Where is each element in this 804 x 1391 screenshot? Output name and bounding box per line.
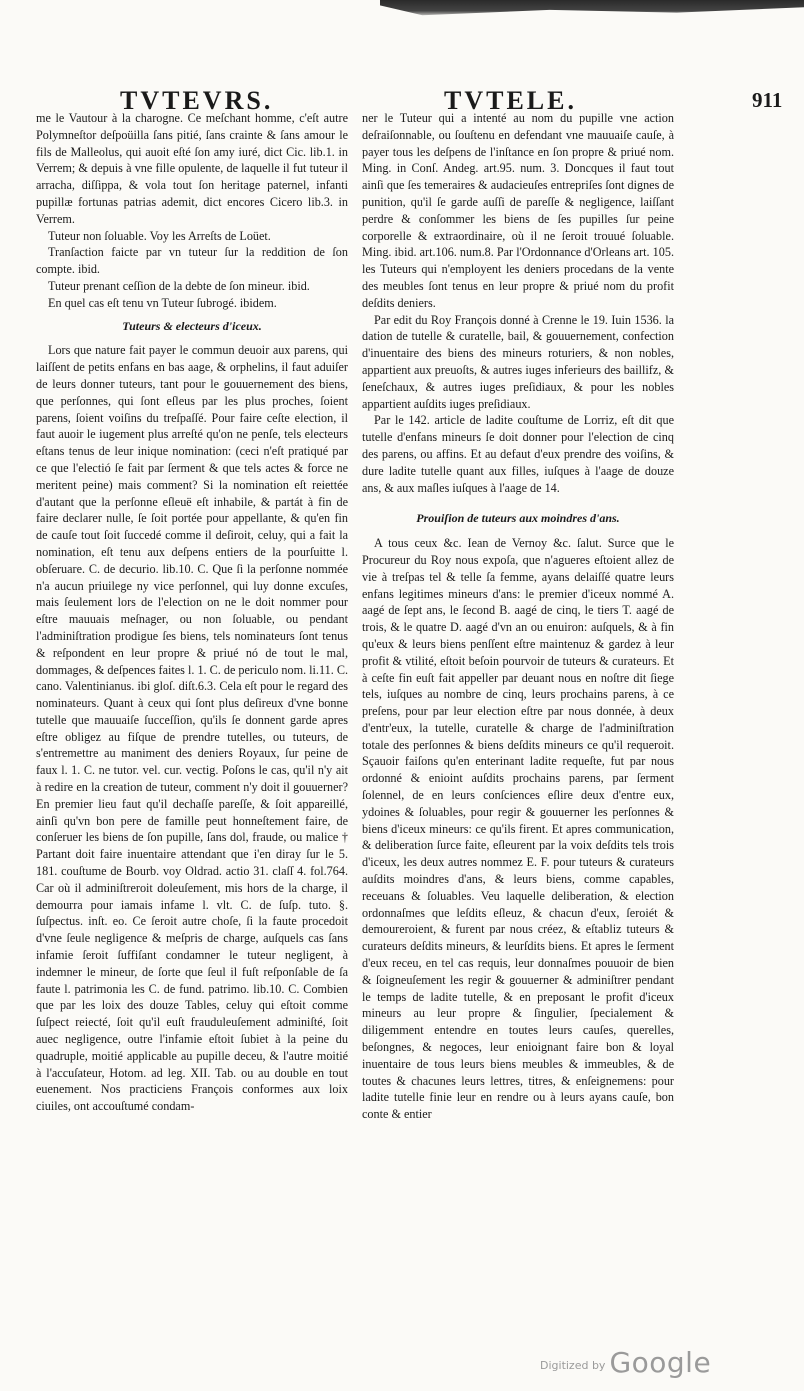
- digitized-by-google-watermark: [540, 1346, 711, 1379]
- paragraph: Lors que nature fait payer le commun deuoir aux parens, qui laiſſent de petits enfans en bas aage, & orphelins, il faut aduiſer de leurs donner tuteurs, tant pour le gouuernement des biens, que perſonnes, qui ſont eſleus par les plus proches, ſoient parens, ſoient voiſins du treſpaſſé. Pour faire ceſte election, il faut auoir le iugement plus arreſté qu'on ne penſe, tels electeurs eſtans tenus de leur inique nomination: (ceci n'eſt pratiqué par ce que l'electió ſe fait par ſerment & que tels actes & force ne meritent peine) mais comment? Si la nomination eſt reiettée d'autant que la perſonne eſleuë eſt inhabile, & partát à fin de faire declarer nulle, ſe ſoit portée pour appellante, & qu'en fin de cauſe tout ſoit ſuccedé comme il deſiroit, celuy, qui a fait la nomination, eſt tenu aux deſpens entiers de la pourſuitte l. obſeruare. C. de decurio. lib.10. C. Que ſi la perſonne nommée n'a aucun priuilege ny vice perſonnel, qui luy donne excuſes, mais ſeulement lors de l'election on ne le doit nommer pour eſtre mauuais meſnager, ou non ſoluable, ou pendant l'adminiſtration prodigue ſes biens, tels nominateurs ſont tenus & reſpondent en leur propre & priué nó de tout le mal, dommages, & deſpences faites l. 1. C. de periculo nom. li.11. C. cano. Valentinianus. ibi gloſ. diſt.6.3. Cela eſt pour le regard des nominateurs. Quant à ceux qui ſont plus deſireux d'vne bonne tutelle que mauuaiſe ſucceſſion, qu'ils ſe donnent garde apres eſtre obligez au fiſque de prendre tutelles, ou tuteurs, de s'entremettre au maniment des deniers Royaux, ſur peine de faux l. 1. C. ne tutor. vel. cur. vectig. Poſons le cas, qu'il n'y ait à redire en la creation de tuteur, comment n'y doit il gouuerner? En premier lieu faut qu'il dechaſſe pareſſe, & ſoit appareillé, ainſi qu'vn bon pere de famille peut honneſtement faire, de conſeruer les biens de ſon pupille, ſans dol, fraude, ou malice † Partant doit faire inuentaire attendant que i'en diray ſur le 5. 181. couſtume de Bourb. voy Oldrad. actio 31. claſſ 4. fol.764. Car où il adminiſtreroit doleuſement, mis hors de la charge, il demourra pour iamais infame l. vlt. C. de ſuſp. tuto. §. ſuſpectus. inſt. eo. Ce ſeroit autre choſe, ſi la faute procedoit d'vne ſeule negligence & meſpris de charge, auſquels cas ſans infamie ſeroit ſuffiſant condamner le tuteur negligent, à indemner le mineur, de ſorte que ſeul il fuſt reſponſable de ſa faute l. patrimonia les C. de fund. patrimo. lib.10. C. Combien que par les loix des douze Tables, celuy qui eſtoit comme ſuſpect reiecté, ſoit qu'il euſt frauduleuſement adminiſté, ſoit auec negligence, outre l'infamie eſtoit ſubiet à la peine du quadruple, moitié applicable au pupille deceu, & l'autre moitié à l'accuſateur, Hotom. ad leg. XII. Tab. ou au double en tout euenement. Nos practiciens François conformes aux loix ciuiles, ont accouſtumé condam-: [36, 343, 348, 1114]
- paragraph: En quel cas eſt tenu vn Tuteur ſubrogé. ibidem.: [48, 295, 277, 310]
- page-header: [0, 80, 804, 115]
- section-heading: Prouiſion de tuteurs aux moindres d'ans.: [416, 511, 620, 526]
- right-column: [362, 110, 674, 1123]
- paragraph: Par le 142. article de ladite couſtume de Lorriz, eſt dit que tutelle d'enfans mineurs ſe doit donner pour l'election de cinq des parens, ou affins. Et au defaut d'eux prendre des voiſins, & dure ladite tutelle quant aux filles, iuſques à l'aage de douze ans, & aux maſles iuſques à l'aage de 14.: [362, 413, 674, 495]
- page-number: 911: [752, 88, 783, 112]
- paragraph: Par edit du Roy François donné à Crenne le 19. Iuin 1536. la dation de tutelle & curatelle, bail, & gouuernement, confection d'inuentaire des biens des mineurs roturiers, & non nobles, appartient aux preuoſts, & autres iuges inferieurs des baillifz, & ſeneſchaux, & autres iuges preſidiaux, & pour les nobles appartient auſdits iuges preſidiaux.: [362, 312, 674, 411]
- paragraph: Tuteur non ſoluable. Voy les Arreſts de Loüet.: [48, 228, 271, 243]
- google-logo: Google: [609, 1346, 712, 1379]
- section-heading: Tuteurs & electeurs d'iceux.: [122, 318, 262, 333]
- left-column: [36, 110, 348, 1115]
- watermark-prefix: Digitized by: [540, 1359, 606, 1372]
- paragraph: A tous ceux &c. Iean de Vernoy &c. ſalut. Surce que le Procureur du Roy nous expoſa, que n'agueres eſtoient allez de vie à treſpas tel & telle ſa femme, ayans delaiſſé quatre leurs enfans legitimes mineurs d'ans: le premier d'iceux nommé A. aagé de ſept ans, le ſecond B. aagé de cinq, le tiers T. aagé de trois, & le quatre D. aagé d'vn an ou enuiron: auſquels, & à fin qu'eux & leurs biens penſſent eſtre maintenuz & gardez à leur profit & vtilité, eſtoit beſoin pourvoir de tuteurs & curateurs. Et à ceſte fin euſt fait appeller par deuant nous en noſtre dit ſiege tels, iuſques au nombre de cinq, leurs prochains parens, à ce preſens, pour par leur election eſtre par nous donnée, à deux d'entr'eux, la tutelle, curatelle & charge de l'adminiſtration totale des perſonnes & biens deſdits mineurs ce qu'il requeroit. Sçauoir faiſons qu'en enterinant ladite requeſte, fut par nous ordonné & enioint auſdits prochains parens, par ſerment ſolennel, de en leurs conſciences eſlire deux d'entre eux, ydoines & ſoluables, pour regir & gouuerner les perſonnes & biens d'iceux mineurs: ce qu'ils firent. Et apres communication, & deliberation ſurce faite, eſleurent par la voix deſdits tels trois d'iceux, les deux autres nommez E. F. pour tuteurs & curateurs auſdits moindres d'ans, & leurs biens, comme capables, receuans & ſoluables. Veu laquelle deliberation, & election ordonnaſmes que leſdits eſleuz, & chacun d'eux, ſeroiét & demoureroient, & furent par nous créez, & eſtabliz tuteurs & curateurs deſdits mineurs, & leurſdits biens. Et apres le ſerment d'eux receu, en tel cas requis, leur donnaſmes pouuoir de bien & ſoigneuſement les regir & gouuerner & adminiſtrer pendant le temps de ladite tutelle, & en preposant le profit d'iceux mineurs au leur propre & ſingulier, ſpecialement & diligemment entendre en toutes leurs cauſes, querelles, beſongnes, & negoces, leur enioignant faire bon & loyal inuentaire de tous leurs biens meubles & immeubles, & de toutes & chacunes leurs lettres, titres, & enſeignemens: pour ladite tutelle finie leur en rendre ou à leurs ayans cauſe, bon conte & entier: [362, 536, 674, 1122]
- paragraph: Tranſaction faicte par vn tuteur ſur la reddition de ſon compte. ibid.: [36, 245, 348, 277]
- paragraph: ner le Tuteur qui a intenté au nom du pupille vne action deſraiſonnable, ou ſouſtenu en defendant vne mauuaiſe cauſe, à payer tous les deſpens de l'inſtance en ſon propre & priué nom. Ming. in Conſ. Andeg. art.95. num. 3. Doncques il faut tout ainſi que ſes temeraires & audacieuſes entrepriſes ſont dignes de punition, qu'il ſe garde auſſi de pareſſe & negligence, laiſſant perdre & conſommer les biens de ſes pupilles ſur peine corporelle & extraordinaire, où il ne ſeroit trouué ſoluable. Ming. ibid. art.106. num.8. Par l'Ordonnance d'Orleans art. 105. les Tuteurs qui n'employent les deniers procedans de la vente des meubles ſont tenus en leur propre & priué nom du profit deſdits deniers.: [362, 111, 674, 310]
- paragraph: Tuteur prenant ceſſion de la debte de ſon mineur. ibid.: [48, 278, 310, 293]
- running-head-left: TVTEVRS.: [120, 86, 274, 115]
- paragraph: me le Vautour à la charogne. Ce meſchant homme, c'eſt autre Polymneſtor deſpoüilla ſans pitié, ſans crainte & ſans amour le fils de Malleolus, qui auoit eſté ſon amy iuré, dict Cic. lib.1. in Verrem; & depuis à vne fille opulente, de laquelle il fut tuteur il arracha, diſſippa, & vola tout ſon heritage paternel, infanti pupillæ fortunas patrias ademit, dict encores Cicero lib.3. in Verrem.: [36, 111, 348, 226]
- running-head-right: TVTELE.: [444, 86, 577, 115]
- torn-page-edge: [380, 0, 804, 18]
